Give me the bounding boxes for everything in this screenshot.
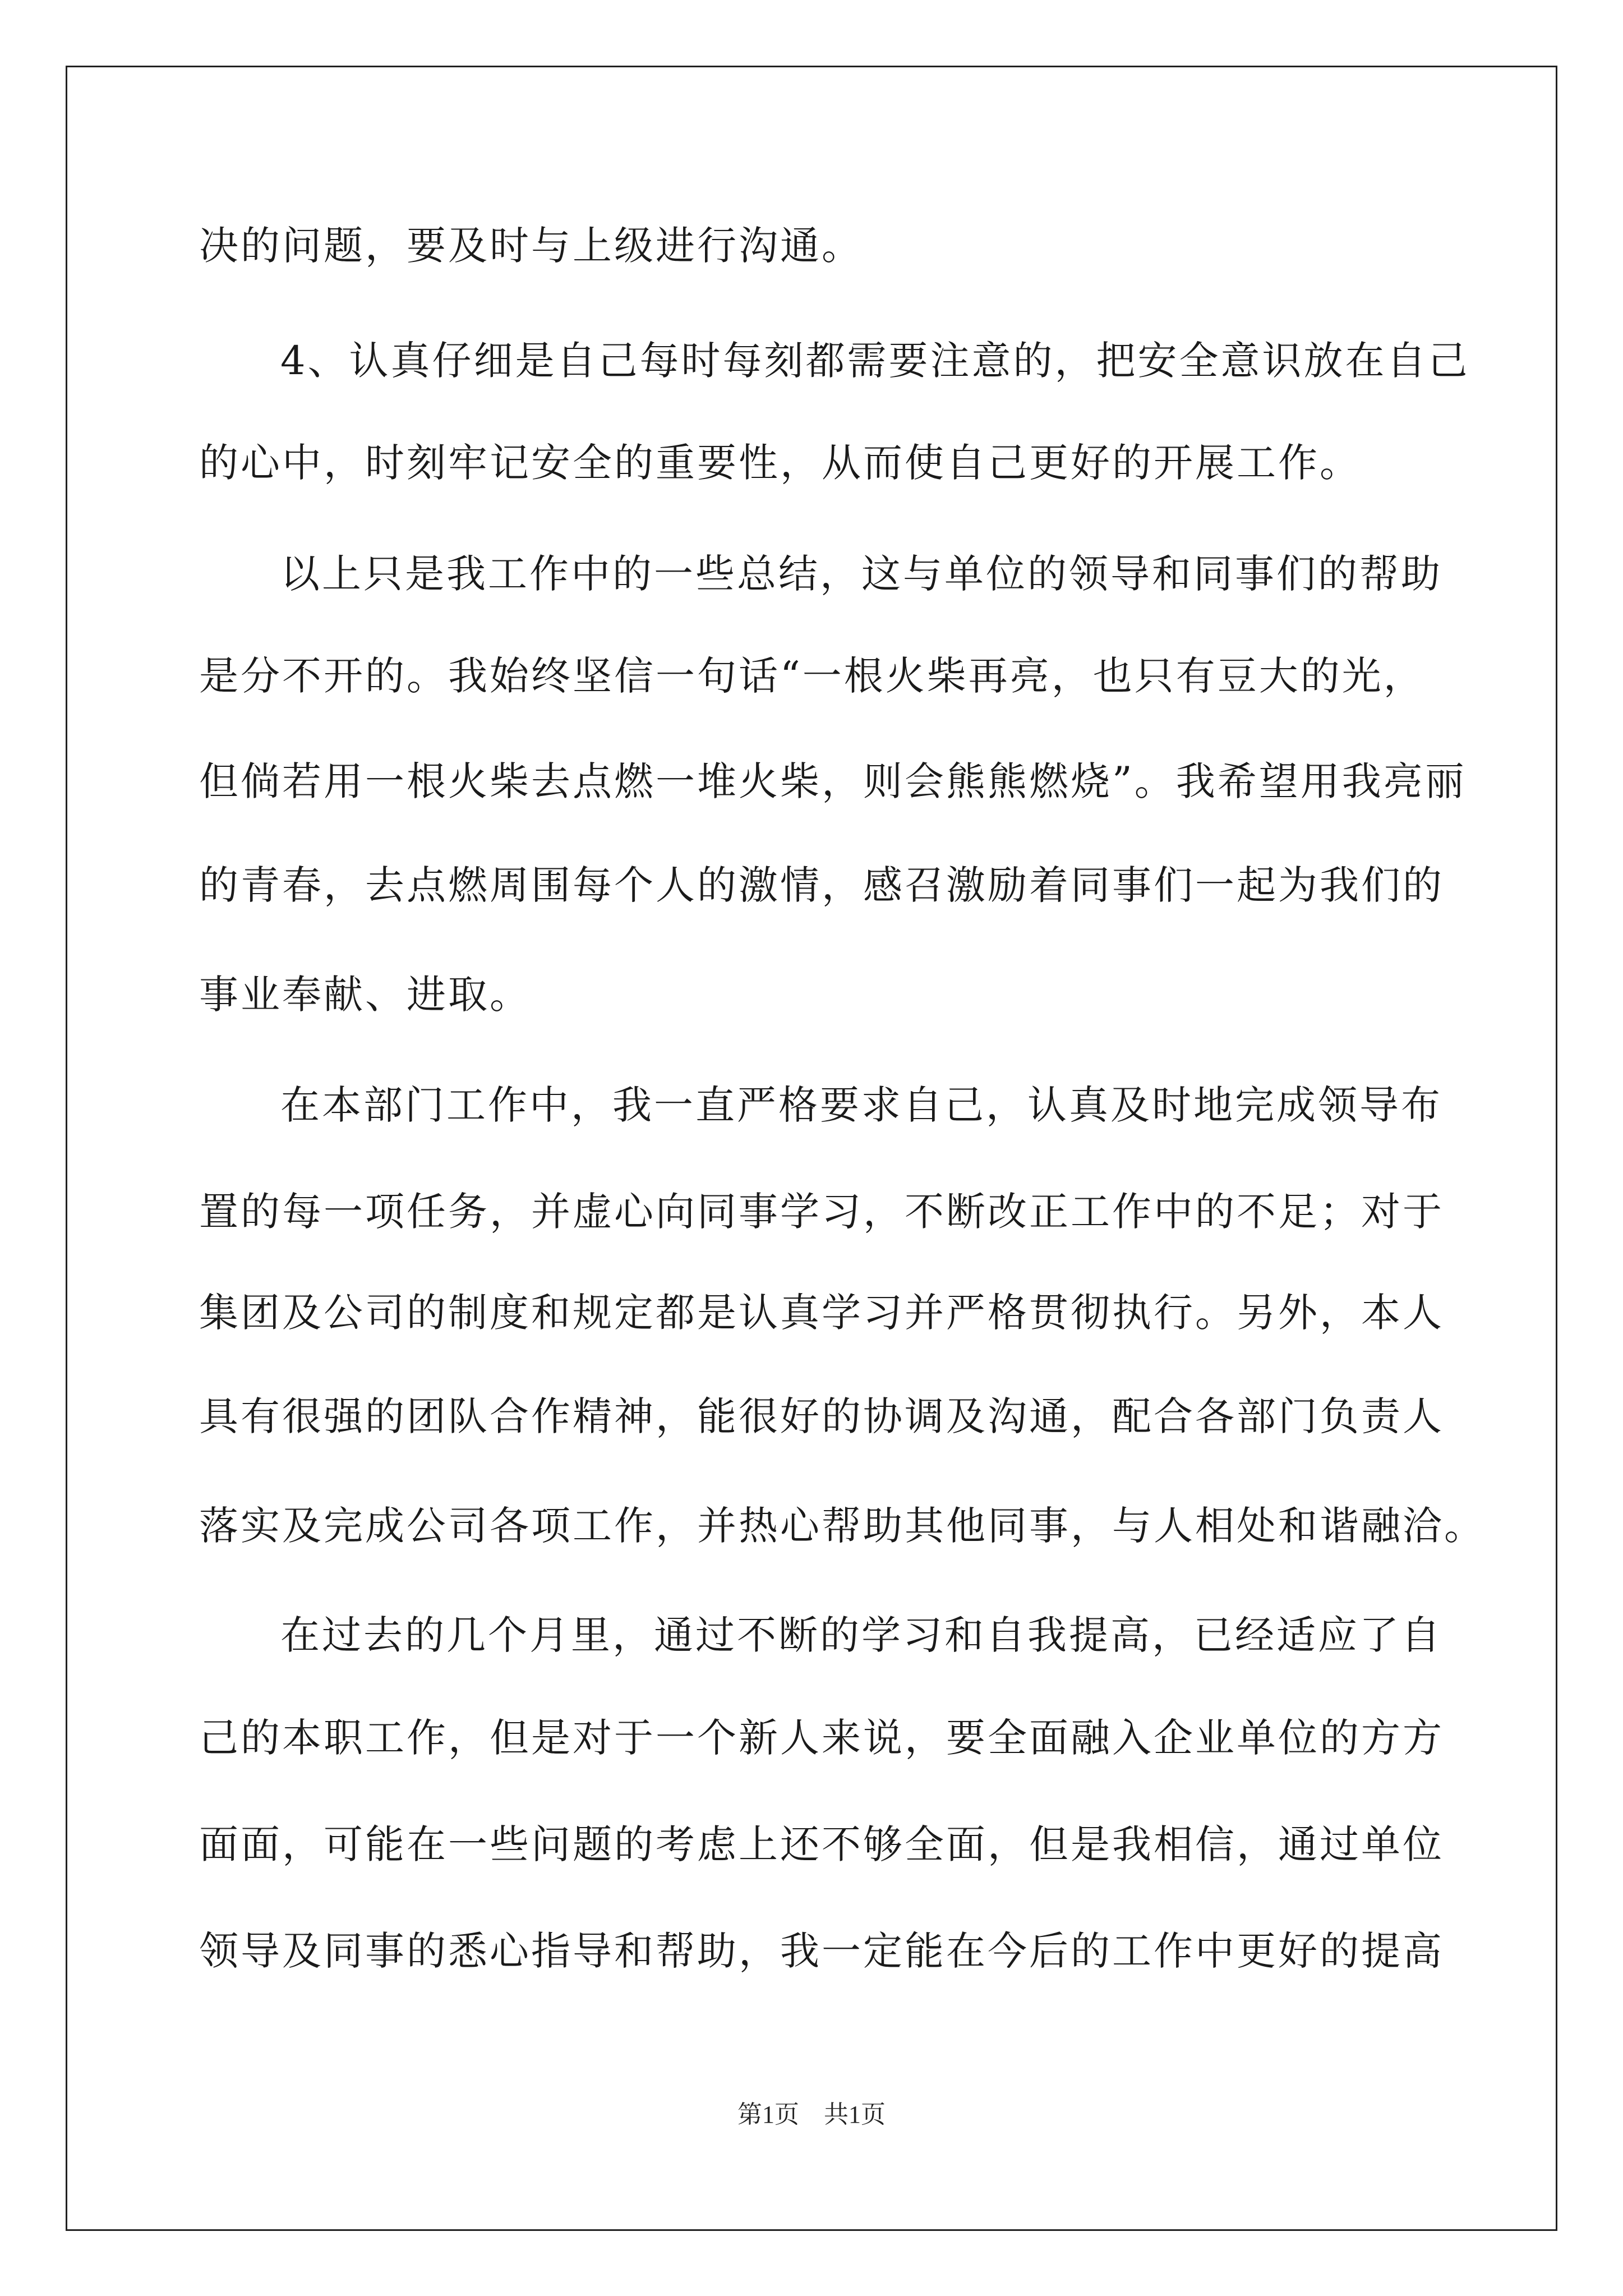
text-line: 4、认真仔细是自己每时每刻都需要注意的，把安全意识放在自己 [280, 338, 1470, 384]
text-line: 但倘若用一根火柴去点燃一堆火柴，则会熊熊燃烧”。我希望用我亮丽 [199, 758, 1467, 804]
text-line: 领导及同事的悉心指导和帮助，我一定能在今后的工作中更好的提高 [199, 1928, 1444, 1974]
text-line: 己的本职工作，但是对于一个新人来说，要全面融入企业单位的方方 [199, 1715, 1444, 1761]
text-line: 决的问题，要及时与上级进行沟通。 [199, 223, 863, 269]
text-line: 的心中，时刻牢记安全的重要性，从而使自己更好的开展工作。 [199, 440, 1361, 486]
text-line: 落实及完成公司各项工作，并热心帮助其他同事，与人相处和谐融洽。 [199, 1503, 1486, 1549]
page-number-footer: 第1页 共1页 [737, 2101, 886, 2128]
text-line: 以上只是我工作中的一些总结，这与单位的领导和同事们的帮助 [280, 551, 1442, 597]
text-line: 集团及公司的制度和规定都是认真学习并严格贯彻执行。另外，本人 [199, 1290, 1444, 1336]
text-line: 在本部门工作中，我一直严格要求自己，认真及时地完成领导布 [280, 1082, 1442, 1128]
text-line: 置的每一项任务，并虚心向同事学习，不断改正工作中的不足；对于 [199, 1189, 1444, 1235]
text-line: 的青春，去点燃周围每个人的激情，感召激励着同事们一起为我们的 [199, 862, 1444, 908]
text-line: 是分不开的。我始终坚信一句话“一根火柴再亮，也只有豆大的光， [199, 653, 1425, 699]
text-line: 具有很强的团队合作精神，能很好的协调及沟通，配合各部门负责人 [199, 1393, 1444, 1439]
text-line: 面面，可能在一些问题的考虑上还不够全面，但是我相信，通过单位 [199, 1821, 1444, 1867]
text-line: 事业奉献、进取。 [199, 972, 531, 1018]
text-line: 在过去的几个月里，通过不断的学习和自我提高，已经适应了自 [280, 1612, 1442, 1658]
